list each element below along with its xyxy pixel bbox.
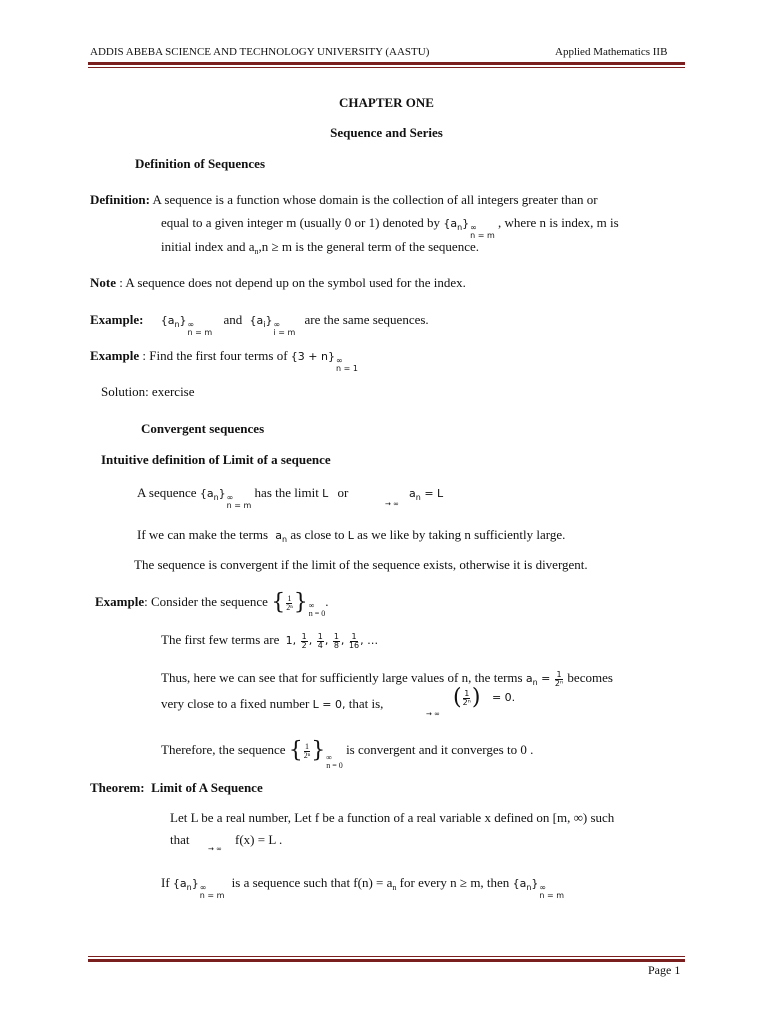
example-label: Example: — [90, 312, 144, 327]
theorem-line-1: Let L be a real number, Let f be a function of a real variable x defined on [m, ∞) such — [170, 810, 615, 825]
theorem-line-2b: f(x) = L . — [235, 832, 283, 847]
example-2: Example : Find the first four terms of {3 + n} ∞ n = 1 — [90, 348, 358, 373]
limit-line-2: If we can make the terms $a_n$ as close to L as we like by taking n sufficiently large. — [137, 527, 566, 544]
footer-rule-thin — [88, 956, 685, 957]
limit-arrow: → ∞ — [385, 500, 399, 508]
definition-line-3: initial index and $a_n,n \ge m$ is the general term of the sequence. — [161, 239, 479, 256]
limit-line-3: The sequence is convergent if the limit of the sequence exists, otherwise it is divergent. — [134, 557, 588, 572]
definition-line-2: equal to a given integer m (usually 0 or 1) denoted by $\{a_n\}$ ∞ n = m , where n is index, m is — [161, 215, 619, 240]
page-number: Page 1 — [648, 963, 681, 977]
sequence-notation: $\{a_n\}$ ∞ n = m — [443, 217, 495, 240]
section-heading-definition: Definition of Sequences — [135, 156, 265, 171]
section-heading-intuitive: Intuitive definition of Limit of a sequence — [101, 452, 331, 467]
example-label: Example — [90, 348, 140, 363]
limit-expression: $a_n = L$ — [409, 487, 444, 502]
definition-label: Definition: — [90, 192, 150, 207]
example-1: Example: $\{a_n\}$ ∞ n = m and $\{a_i\}$ ∞ i = m are the same sequences. — [90, 312, 429, 337]
header-university: ADDIS ABEBA SCIENCE AND TECHNOLOGY UNIVERSITY (AASTU) — [90, 46, 430, 58]
therefore-line: Therefore, the sequence { $\frac{1}{\text{2ⁿ}}$ } ∞ n = 0 is convergent and it converges to 0 . — [161, 738, 534, 770]
limit-line-1: A sequence $\{a_n\}$ ∞ n = m has the limit L or — [137, 485, 349, 510]
theorem-label: Theorem: — [90, 780, 145, 795]
note-line: Note : A sequence does not depend up on the symbol used for the index. — [90, 275, 466, 290]
first-terms: 1, $\frac{1}{2}$ , $\frac{1}{4}$ , $\frac{1}{8}$ , $\frac{1}{16}$ , … — [285, 631, 379, 650]
limit-expression: ( $\frac{1}{\text{2ⁿ}}$ ) = 0. — [453, 685, 516, 710]
header-rule-thin — [88, 67, 685, 68]
header-course: Applied Mathematics IIB — [555, 46, 668, 58]
chapter-title: CHAPTER ONE — [339, 95, 434, 110]
theorem-heading: Theorem: Limit of A Sequence — [90, 780, 263, 795]
example-3: Example: Consider the sequence { $\frac{1}{\text{2ⁿ}}$ } ∞ n = 0 . — [95, 590, 329, 618]
chapter-subtitle: Sequence and Series — [330, 125, 443, 140]
definition-line-1: Definition: A sequence is a function whose domain is the collection of all integers greater than or — [90, 192, 598, 207]
limit-arrow: → ∞ — [426, 710, 440, 718]
theorem-line-3: If $\{a_n\}$ ∞ n = m is a sequence such that $f(n) = a_n$ for every n ≥ m, then $\{a_n\}$ ∞ n = m — [161, 875, 565, 900]
thus-line: Thus, here we can see that for sufficiently large values of n, the terms $a_n$ = $\frac{1}{\text{2ⁿ}}$ becomes — [161, 669, 613, 688]
close-line: very close to a fixed number L = 0, that is, — [161, 696, 384, 711]
sequence-notation: {3 + n} ∞ n = 1 — [290, 350, 358, 373]
solution-line: Solution: exercise — [101, 384, 195, 399]
note-label: Note — [90, 275, 116, 290]
header-rule — [88, 62, 685, 65]
example-label: Example — [95, 594, 145, 609]
first-terms-line: The first few terms are 1, $\frac{1}{2}$ , $\frac{1}{4}$ , $\frac{1}{8}$ , $\frac{1}{16}$ , … — [161, 631, 379, 650]
limit-arrow: → ∞ — [208, 845, 222, 853]
section-heading-convergent: Convergent sequences — [141, 421, 265, 436]
footer-rule — [88, 959, 685, 962]
theorem-line-2a: that — [170, 832, 190, 847]
